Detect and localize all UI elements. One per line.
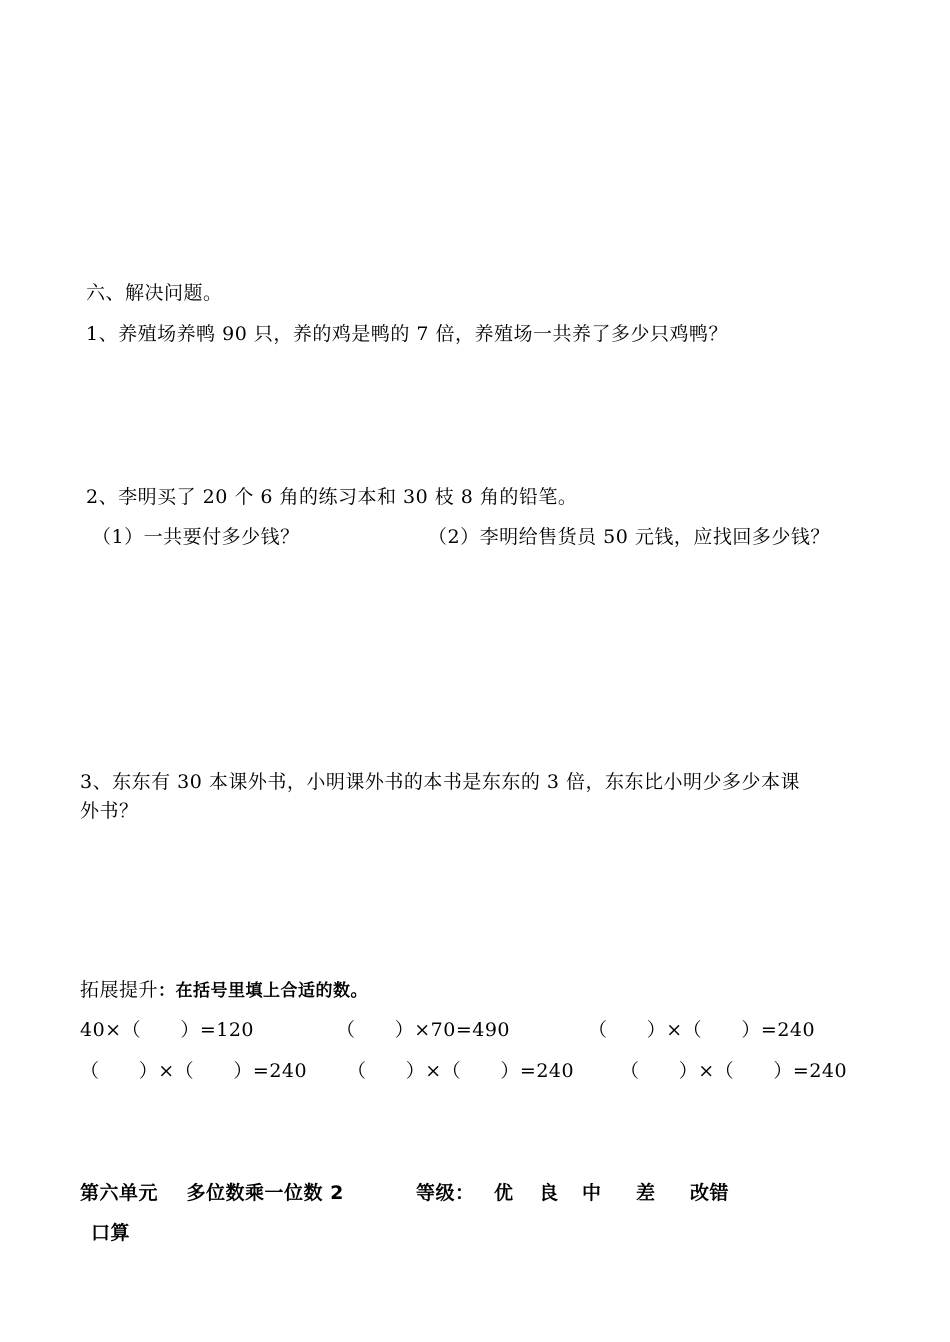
question-3-line-1: 3、东东有 30 本课外书，小明课外书的本书是东东的 3 倍，东东比小明少多少本课 xyxy=(80,771,801,793)
grade-label: 等级： xyxy=(416,1182,475,1204)
question-2-part-2: （2）李明给售货员 50 元钱，应找回多少钱？ xyxy=(428,526,830,548)
grade-option-excellent: 优 xyxy=(494,1182,514,1204)
grade-option-poor: 差 xyxy=(636,1182,656,1204)
question-2-stem: 2、李明买了 20 个 6 角的练习本和 30 枝 8 角的铅笔。 xyxy=(86,486,578,508)
grade-option-correction: 改错 xyxy=(690,1182,730,1204)
question-3-line-2: 外书？ xyxy=(80,800,139,822)
fill-blank-2-1: （ ）×（ ）=240 xyxy=(80,1060,308,1082)
question-2-part-1: （1）一共要付多少钱？ xyxy=(92,526,300,548)
grade-option-good: 良 xyxy=(539,1182,559,1204)
oral-calc-heading: 口算 xyxy=(91,1222,131,1244)
fill-blank-2-2: （ ）×（ ）=240 xyxy=(347,1060,575,1082)
grade-option-medium: 中 xyxy=(582,1182,602,1204)
fill-blank-2-3: （ ）×（ ）=240 xyxy=(620,1060,848,1082)
question-1: 1、养殖场养鸭 90 只，养的鸡是鸭的 7 倍，养殖场一共养了多少只鸡鸭？ xyxy=(86,323,729,345)
extension-heading xyxy=(80,977,368,1004)
unit-title: 第六单元 多位数乘一位数 2 xyxy=(80,1182,344,1204)
fill-blank-1-1: 40×（ ）=120 xyxy=(80,1019,255,1041)
fill-blank-1-2: （ ）×70=490 xyxy=(336,1019,511,1041)
section-heading: 六、解决问题。 xyxy=(86,282,223,304)
fill-blank-1-3: （ ）×（ ）=240 xyxy=(588,1019,816,1041)
extension-instruction: ：在括号里填上合适的数。 xyxy=(158,981,369,1001)
extension-label: 拓展提升 xyxy=(80,979,159,1001)
